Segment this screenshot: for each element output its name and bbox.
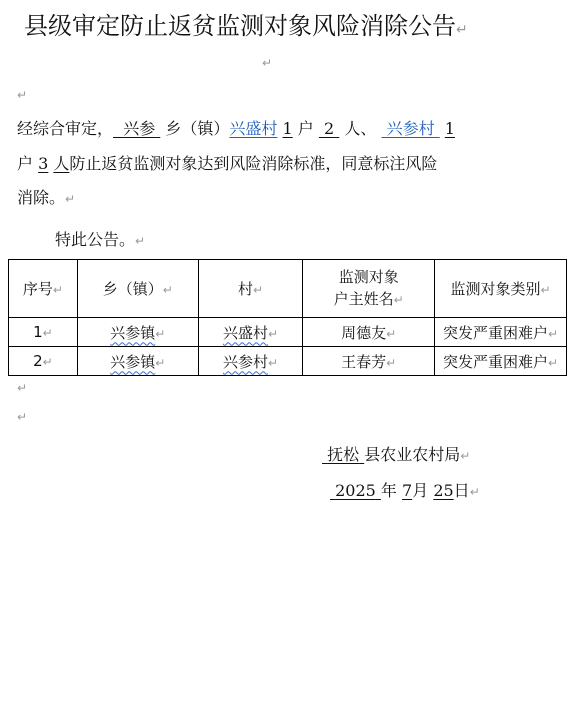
header-category: 监测对象类别↵ (435, 260, 567, 318)
paragraph-mark-icon: ↵ (456, 22, 468, 38)
town-blank (113, 119, 160, 138)
cell-village: 兴盛村↵ (198, 318, 303, 347)
paragraph-mark-icon: ↵ (17, 381, 28, 395)
village1-people: 2 (324, 119, 335, 138)
village2-blank: 兴参村 (386, 119, 435, 138)
signature-issuer (322, 442, 470, 465)
cell-mark-icon: ↵ (42, 355, 53, 369)
header-village: 村↵ (198, 260, 303, 318)
notice-body-line-2: 户 3 人防止返贫监测对象达到风险消除标准，同意标注风险 (17, 154, 438, 173)
cell-householder: 王春芳↵ (303, 347, 435, 376)
cell-mark-icon: ↵ (393, 293, 404, 307)
cell-index: 1↵ (9, 318, 78, 347)
cell-mark-icon: ↵ (42, 326, 53, 340)
day-blank: 25 (433, 481, 454, 500)
cell-mark-icon: ↵ (155, 355, 166, 370)
village2-people: 3 (38, 154, 49, 173)
cell-mark-icon: ↵ (547, 326, 559, 341)
cell-mark-icon: ↵ (252, 283, 264, 297)
month-blank: 7 (402, 481, 413, 500)
cell-mark-icon: ↵ (162, 283, 173, 297)
county-name: 抚松 (327, 445, 360, 464)
header-town: 乡（镇）↵ (77, 260, 198, 318)
paragraph-mark-icon: ↵ (17, 410, 28, 424)
paragraph-mark-icon: ↵ (65, 192, 76, 206)
cell-mark-icon: ↵ (267, 355, 279, 370)
cell-index: 2↵ (9, 347, 78, 376)
cell-mark-icon: ↵ (386, 326, 397, 341)
cell-category: 突发严重困难户↵ (435, 318, 567, 347)
cell-mark-icon: ↵ (540, 283, 551, 297)
notice-table (8, 259, 567, 376)
paragraph-mark-icon: ↵ (17, 88, 28, 102)
bureau-name: 县农业农村局 (364, 445, 461, 464)
header-householder: 监测对象 户主姓名↵ (303, 260, 435, 318)
table-row (9, 318, 567, 347)
county-blank (322, 445, 364, 464)
village1-households: 1 (282, 119, 293, 138)
paragraph-mark-icon: ↵ (262, 56, 273, 70)
notice-body-line-1: 经综合审定， 兴参 乡（镇）兴盛村 1 户 2 人、 兴参村 1 (17, 119, 455, 138)
cell-town: 兴参镇↵ (77, 318, 198, 347)
title-text: 县级审定防止返贫监测对象风险消除公告 (24, 12, 456, 40)
cell-mark-icon: ↵ (155, 326, 166, 341)
table-row (9, 347, 567, 376)
village2-households: 1 (444, 119, 455, 138)
cell-mark-icon: ↵ (547, 355, 559, 370)
cell-town: 兴参镇↵ (77, 347, 198, 376)
cell-mark-icon: ↵ (267, 326, 279, 341)
signature-date: 2025 年 7月 25日↵ (330, 478, 480, 501)
village1-blank: 兴盛村 (229, 119, 278, 138)
paragraph-mark-icon: ↵ (460, 449, 471, 463)
notice-title (24, 6, 468, 50)
cell-mark-icon: ↵ (386, 355, 397, 370)
town-name: 兴参 (123, 119, 156, 138)
table-header-row (9, 260, 567, 318)
notice-closing: 特此公告。↵ (55, 230, 146, 249)
cell-householder: 周德友↵ (303, 318, 435, 347)
cell-category: 突发严重困难户↵ (435, 347, 567, 376)
year-blank: 2025 (335, 481, 376, 500)
cell-mark-icon: ↵ (52, 283, 63, 297)
cell-village: 兴参村↵ (198, 347, 303, 376)
header-index: 序号↵ (9, 260, 78, 318)
paragraph-mark-icon: ↵ (469, 485, 480, 499)
paragraph-mark-icon: ↵ (135, 234, 146, 248)
notice-body-line-3: 消除。↵ (17, 188, 76, 207)
